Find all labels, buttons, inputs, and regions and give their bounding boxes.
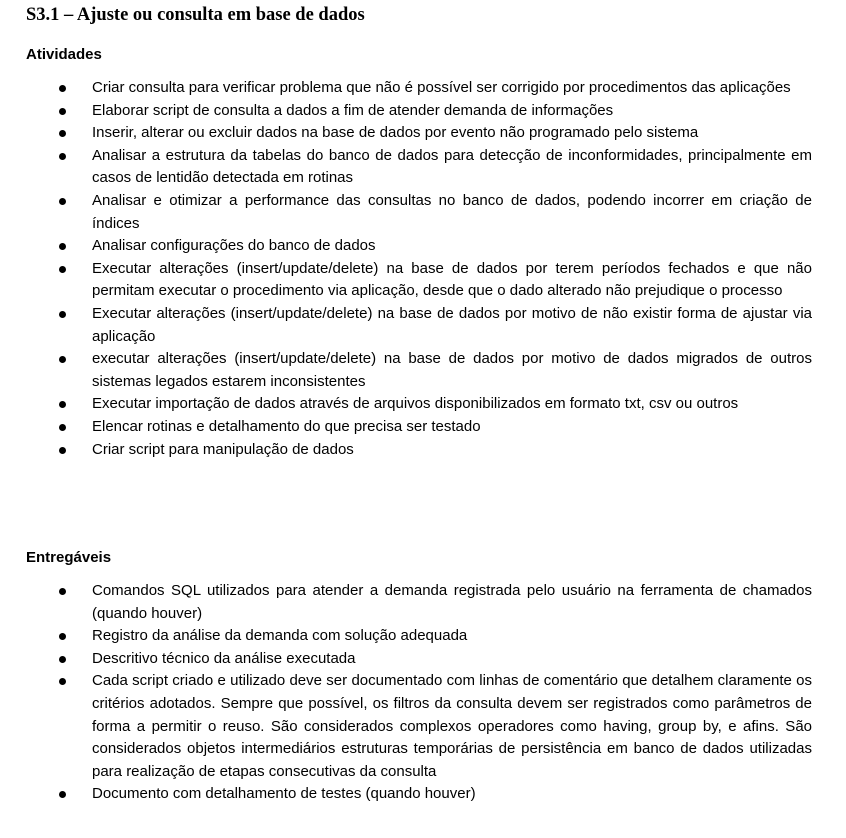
list-item-text: Descritivo técnico da análise executada bbox=[92, 649, 356, 667]
list-item-text: Executar importação de dados através de arquivos disponibilizados em formato txt, csv ou outros bbox=[92, 395, 739, 413]
bullet-icon bbox=[59, 153, 66, 160]
list-item bbox=[0, 122, 812, 145]
list-item bbox=[0, 416, 812, 439]
list-item bbox=[0, 145, 812, 190]
bullet-icon bbox=[59, 633, 66, 640]
section-heading-atividades: Atividades bbox=[26, 46, 102, 63]
bullet-icon bbox=[59, 791, 66, 798]
bullet-icon bbox=[59, 311, 66, 318]
section-heading-entregaveis: Entregáveis bbox=[26, 549, 112, 566]
list-item bbox=[0, 190, 812, 235]
bullet-icon bbox=[59, 424, 66, 431]
list-item-text: executar alterações (insert/update/delete) na base de dados por motivo de dados migrados de outros sistemas legados estarem inconsistentes bbox=[92, 350, 812, 390]
list-item bbox=[0, 303, 812, 348]
list-item bbox=[0, 783, 812, 806]
document-title: S3.1 – Ajuste ou consulta em base de dados bbox=[26, 5, 365, 25]
list-item-text: Analisar e otimizar a performance das consultas no banco de dados, podendo incorrer em criação de índices bbox=[92, 191, 812, 232]
atividades-list bbox=[0, 77, 846, 461]
list-item-text: Elaborar script de consulta a dados a fim de atender demanda de informações bbox=[92, 101, 614, 119]
bullet-icon bbox=[59, 678, 66, 685]
bullet-icon bbox=[59, 243, 66, 250]
list-item-text: Analisar configurações do banco de dados bbox=[92, 237, 376, 255]
list-item-text: Elencar rotinas e detalhamento do que precisa ser testado bbox=[92, 417, 481, 435]
list-item-text: Criar script para manipulação de dados bbox=[92, 440, 354, 458]
bullet-icon bbox=[59, 588, 66, 595]
bullet-icon bbox=[59, 656, 66, 663]
list-item-text: Cada script criado e utilizado deve ser documentado com linhas de comentário que detalhem claramente os critérios adotados. Sempre que possível, os filtros da consulta devem ser registrados como parâmetros de forma a permitir o reuso. São considerados complexos operadores como having, group by, e afins. São considerados objetos intermediários estruturas temporárias de persistência em banco de dados utilizadas para realização de etapas consecutivas da consulta bbox=[92, 672, 812, 780]
entregaveis-list bbox=[0, 580, 846, 806]
list-item-text: Registro da análise da demanda com solução adequada bbox=[92, 627, 468, 645]
list-item-text: Documento com detalhamento de testes (quando houver) bbox=[92, 785, 476, 803]
bullet-icon bbox=[59, 356, 66, 363]
list-item bbox=[0, 348, 812, 393]
bullet-icon bbox=[59, 401, 66, 408]
list-item bbox=[0, 258, 812, 303]
list-item-text: Comandos SQL utilizados para atender a demanda registrada pelo usuário na ferramenta de chamados (quando houver) bbox=[92, 582, 812, 622]
list-item bbox=[0, 77, 812, 100]
bullet-icon bbox=[59, 130, 66, 137]
list-item bbox=[0, 393, 812, 416]
list-item bbox=[0, 648, 812, 671]
list-item-text: Criar consulta para verificar problema que não é possível ser corrigido por procedimentos das aplicações bbox=[92, 79, 791, 96]
bullet-icon bbox=[59, 108, 66, 115]
list-item bbox=[0, 580, 812, 625]
list-item bbox=[0, 100, 812, 123]
bullet-icon bbox=[59, 266, 66, 273]
list-item-text: Inserir, alterar ou excluir dados na base de dados por evento não programado pelo sistema bbox=[92, 124, 699, 142]
list-item-text: Executar alterações (insert/update/delete) na base de dados por motivo de não existir forma de ajustar via aplicação bbox=[92, 304, 812, 345]
list-item bbox=[0, 625, 812, 648]
list-item bbox=[0, 439, 812, 462]
bullet-icon bbox=[59, 198, 66, 205]
list-item-text: Analisar a estrutura da tabelas do banco de dados para detecção de inconformidades, principalmente em casos de lentidão detectada em rotinas bbox=[92, 146, 812, 187]
list-item-text: Executar alterações (insert/update/delete) na base de dados por terem períodos fechados e que não permitam executar o procedimento via aplicação, desde que o dado alterado não prejudique o processo bbox=[92, 259, 812, 300]
bullet-icon bbox=[59, 85, 66, 92]
list-item bbox=[0, 670, 812, 783]
bullet-icon bbox=[59, 447, 66, 454]
list-item bbox=[0, 235, 812, 258]
